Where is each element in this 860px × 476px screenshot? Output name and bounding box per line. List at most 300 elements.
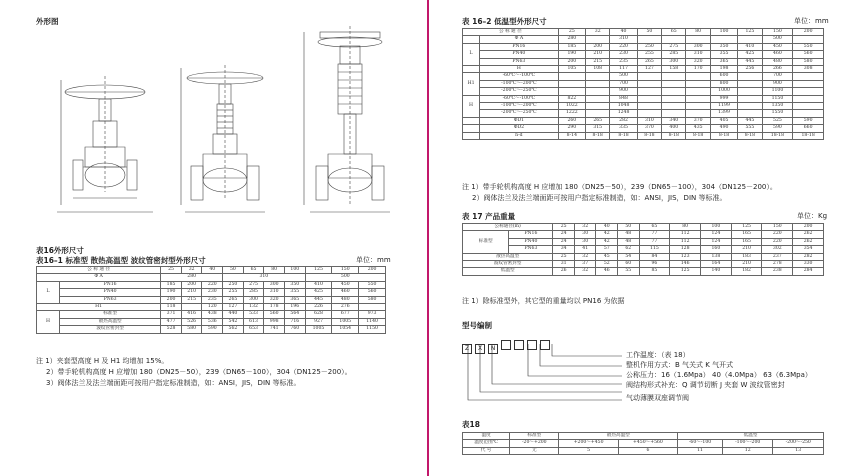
table17-cell: 24 — [553, 238, 575, 245]
table17-cell: 140 — [701, 268, 732, 275]
table17-cell: 302 — [762, 246, 793, 253]
table16-cell: 波纹管密封型 — [60, 326, 161, 333]
table16-cell: 590 — [202, 326, 223, 333]
table162-header-cell: 200 — [793, 29, 824, 36]
table162-cell: 300 — [686, 43, 710, 50]
table16-cell: 550 — [359, 281, 386, 288]
table162-cell: 310 — [610, 36, 637, 43]
table-row — [463, 268, 824, 275]
table162-cell: 1100 — [762, 88, 793, 95]
table17-cell: 124 — [701, 231, 732, 238]
table162-cell: 265 — [637, 58, 661, 65]
table16-cell: 365 — [284, 296, 305, 303]
table162-cell: 1550 — [762, 110, 793, 117]
table16-cell: 235 — [202, 296, 223, 303]
table16-cell: PN63 — [60, 296, 161, 303]
table162-header-cell: 40 — [610, 29, 637, 36]
table162-cell — [738, 95, 762, 102]
table17-group-label: 波纹管密封型 — [463, 261, 553, 268]
table162-cell: 580 — [793, 58, 824, 65]
table162-cell: H — [480, 66, 559, 73]
table17-header-cell: 25 — [553, 224, 575, 231]
table-row — [463, 88, 824, 95]
table162-header-cell: 32 — [586, 29, 610, 36]
table17-cell: 31 — [553, 261, 575, 268]
table162-cell — [586, 103, 610, 110]
table162-cell: 8-18 — [586, 132, 610, 139]
table18-header-cell: 标准型 — [510, 433, 559, 440]
table162-cell — [662, 36, 686, 43]
table17-cell: 54 — [618, 253, 640, 260]
table16-cell: 438 — [202, 311, 223, 318]
table162-cell: 315 — [586, 125, 610, 132]
table162-group-label — [463, 125, 480, 132]
valve-drawing-heat — [181, 65, 265, 212]
table162-cell: ΦD2 — [480, 125, 559, 132]
table16-cell: 355 — [284, 289, 305, 296]
table16-cell: 275 — [243, 281, 264, 288]
table162-cell — [586, 73, 610, 80]
table17-header-cell: 公称通径(m) — [463, 224, 553, 231]
table162 — [462, 28, 824, 140]
table16-cell: 215 — [181, 296, 202, 303]
table17-group-label: 标准型 — [463, 231, 509, 253]
table-row — [463, 29, 824, 36]
table162-cell: 340 — [662, 117, 686, 124]
table16-cell: 250 — [223, 281, 244, 288]
table16-cell: PN40 — [60, 289, 161, 296]
table17-cell: 41 — [574, 246, 596, 253]
table162-cell — [793, 80, 824, 87]
table162-cell: 435 — [686, 125, 710, 132]
table162-cell — [637, 103, 661, 110]
table18-cell: 代 号 — [463, 447, 510, 454]
table17-header-cell: 150 — [762, 224, 793, 231]
table-row — [37, 318, 386, 325]
table-row — [463, 433, 824, 440]
table17-header-cell: 65 — [639, 224, 670, 231]
table162-group-label: L — [463, 43, 480, 65]
table16-cell: 500 — [305, 274, 385, 281]
table162-cell: 8-18 — [662, 132, 686, 139]
table162-cell: 410 — [738, 43, 762, 50]
table162-group-label: H — [463, 95, 480, 117]
table17-cell: 46 — [596, 268, 618, 275]
table17-cell: 165 — [731, 231, 762, 238]
table162-cell — [793, 110, 824, 117]
table18-cell: +200～+450 — [559, 440, 618, 447]
table162-cell — [586, 36, 610, 43]
table-row — [463, 224, 824, 231]
table16-cell: 628 — [305, 311, 332, 318]
table16-cell: 310 — [264, 289, 285, 296]
table16-cell: 477 — [161, 318, 182, 325]
table17-cell: 30 — [574, 231, 596, 238]
table17-cell: 123 — [670, 253, 701, 260]
table162-cell: 8-18 — [738, 132, 762, 139]
table162-cell: 235 — [610, 58, 637, 65]
table162-cell: 310 — [637, 117, 661, 124]
table162-cell: 999 — [710, 95, 737, 102]
table16-cell: 226 — [305, 304, 332, 311]
table162-cell: 308 — [793, 66, 824, 73]
table162-cell: 490 — [710, 125, 737, 132]
table17-cell: 124 — [701, 238, 732, 245]
table16-cell: 1140 — [359, 318, 386, 325]
table16-cell: 230 — [202, 289, 223, 296]
table16-cell: 标准型 — [60, 311, 161, 318]
table18-header-cell: 散热高温型 — [559, 433, 678, 440]
table18-cell: 温度范围℃ — [463, 440, 510, 447]
table18-cell: +450～+560 — [618, 440, 677, 447]
table162-cell: 1000 — [710, 88, 737, 95]
table162-cell — [738, 88, 762, 95]
table17-note: 注 1）除标准型外，其它型的重量均以 PN16 为依据 — [462, 297, 625, 305]
table162-cell — [710, 36, 737, 43]
model-legend-2: 整机作用方式：B 气关式 K 气开式 — [626, 361, 734, 369]
table17-cell: 210 — [731, 261, 762, 268]
table162-group-label — [463, 36, 480, 43]
table162-cell: 127 — [637, 66, 661, 73]
model-legend-4: 阀结构形式补充：Q 调节切断 J 夹套 W 波纹管密封 — [626, 381, 785, 389]
table17-cell: 96 — [639, 261, 670, 268]
table162-cell — [662, 88, 686, 95]
model-code-box: N — [488, 344, 498, 354]
model-legend-3: 公称压力：16（1.6Mpa） 40（4.0Mpa） 63（6.3Mpa） — [626, 371, 812, 379]
table162-cell: 200 — [558, 58, 585, 65]
table162-cell: 590 — [793, 117, 824, 124]
table-row — [463, 73, 824, 80]
table16-cell: 613 — [243, 318, 264, 325]
table162-cell: -100℃～-200℃ — [480, 80, 559, 87]
table162-cell: 900 — [762, 80, 793, 87]
table17-cell: 112 — [670, 238, 701, 245]
table16-cell: 1054 — [332, 326, 359, 333]
left-note-2: 2）带手轮机构高度 H 应增加 180（DN25－50），239（DN65－100），304（DN125－200）。 — [46, 368, 352, 376]
table162-cell: 1399 — [710, 110, 737, 117]
table17-cell: 112 — [670, 231, 701, 238]
table162-cell: 335 — [610, 125, 637, 132]
table162-cell — [738, 103, 762, 110]
table17-header-cell: 80 — [670, 224, 701, 231]
table-row — [463, 58, 824, 65]
table-row — [463, 43, 824, 50]
table162-cell: -60℃～-100℃ — [480, 95, 559, 102]
table162-cell: 660 — [793, 125, 824, 132]
table17-cell: PN63 — [509, 246, 553, 253]
table16-cell: 196 — [284, 304, 305, 311]
table162-cell: -200℃～-250℃ — [480, 110, 559, 117]
table17-cell: 62 — [618, 246, 640, 253]
table162-cell: 560 — [793, 51, 824, 58]
table162-cell: 18-18 — [793, 132, 824, 139]
table162-cell: 1048 — [610, 103, 637, 110]
table162-cell — [662, 80, 686, 87]
table162-cell: 210 — [586, 51, 610, 58]
table162-cell: 822 — [558, 95, 585, 102]
table17-cell: 48 — [618, 231, 640, 238]
table18-cell: 无 — [510, 447, 559, 454]
table162-cell: 282 — [610, 117, 637, 124]
table16-section: 表16外形尺寸 — [36, 246, 84, 255]
table162-cell: -100℃～-200℃ — [480, 103, 559, 110]
table162-cell: 250 — [637, 43, 661, 50]
table162-cell: n-d — [480, 132, 559, 139]
table16-header-cell: 200 — [359, 267, 386, 274]
table16-cell: 220 — [202, 281, 223, 288]
table162-cell: 18-18 — [762, 132, 793, 139]
table162-cell — [793, 36, 824, 43]
table16-header-cell: 100 — [284, 267, 305, 274]
table17-cell: 330 — [793, 261, 824, 268]
table162-cell — [793, 73, 824, 80]
table162-cell: 190 — [558, 51, 585, 58]
table162-cell: PN63 — [480, 58, 559, 65]
table16-caption: 表16–1 标准型 散热高温型 波纹管密封型外形尺寸 — [36, 256, 206, 265]
table16-cell: 460 — [332, 289, 359, 296]
table16-cell: 265 — [223, 296, 244, 303]
table17-cell: 262 — [793, 238, 824, 245]
table162-cell: 8-18 — [637, 132, 661, 139]
table162-cell: 1222 — [558, 110, 585, 117]
table17-cell: 164 — [701, 261, 732, 268]
table16-unit: 单位：mm — [356, 256, 391, 264]
table162-cell: 1022 — [558, 103, 585, 110]
table162-cell — [558, 88, 585, 95]
table16-cell: 190 — [161, 289, 182, 296]
table162-cell — [686, 95, 710, 102]
table162-cell — [586, 80, 610, 87]
table16-cell: 416 — [181, 311, 202, 318]
table17-cell: 60 — [618, 261, 640, 268]
table16-cell: 760 — [284, 326, 305, 333]
table162-cell — [686, 73, 710, 80]
table162-cell: 290 — [558, 125, 585, 132]
table16-header-cell: 50 — [223, 267, 244, 274]
table162-cell: 450 — [762, 43, 793, 50]
table162-cell — [738, 80, 762, 87]
table16-cell: 973 — [359, 311, 386, 318]
table17-cell: 183 — [731, 253, 762, 260]
table162-cell: 405 — [710, 117, 737, 124]
drawing-title: 外形图 — [36, 17, 59, 26]
table16-cell: Φ A — [37, 274, 161, 281]
table17-header-cell: 40 — [596, 224, 618, 231]
table17-cell: 32 — [574, 268, 596, 275]
table162-cell: 700 — [610, 80, 637, 87]
table18-cell: -200～-250 — [773, 440, 824, 447]
table16-cell: 280 — [161, 274, 223, 281]
table162-cell: 800 — [710, 80, 737, 87]
table-row — [37, 267, 386, 274]
table162-cell: ΦD1 — [480, 117, 559, 124]
table16-header-cell: 65 — [243, 267, 264, 274]
table16-cell: 445 — [305, 296, 332, 303]
table17-cell: 77 — [639, 238, 670, 245]
table162-group-label — [463, 117, 480, 124]
table162-cell: 170 — [686, 66, 710, 73]
table162-cell — [686, 110, 710, 117]
table162-cell: 400 — [662, 125, 686, 132]
table162-cell: 1350 — [762, 103, 793, 110]
table17-cell: 45 — [596, 253, 618, 260]
table18-header-cell: 温度 — [463, 433, 510, 440]
table16-cell: 127 — [223, 304, 244, 311]
table162-cell — [637, 88, 661, 95]
table162-cell: 108 — [586, 66, 610, 73]
table16-header-cell: 32 — [181, 267, 202, 274]
table16-cell: H1 — [37, 304, 161, 311]
table162-cell: -60℃～-100℃ — [480, 73, 559, 80]
table17-cell: 160 — [701, 246, 732, 253]
table16-cell: 350 — [284, 281, 305, 288]
table17-cell: PN40 — [509, 238, 553, 245]
table16-cell: 564 — [284, 311, 305, 318]
table16-cell — [359, 304, 386, 311]
table-row — [463, 117, 824, 124]
table17-group-label: 低温型 — [463, 268, 553, 275]
table16-cell: 560 — [359, 289, 386, 296]
table162-cell: 255 — [637, 51, 661, 58]
table162-cell: 300 — [662, 58, 686, 65]
table18-cell: 11 — [678, 447, 723, 454]
table17-cell: 238 — [762, 268, 793, 275]
table17-cell: 278 — [762, 261, 793, 268]
table162-group-label: H1 — [463, 73, 480, 95]
table16-cell: 580 — [359, 296, 386, 303]
table162-cell — [738, 73, 762, 80]
table162-cell — [738, 110, 762, 117]
table16-cell: 716 — [284, 318, 305, 325]
table162-cell — [586, 88, 610, 95]
table162-cell: 320 — [686, 58, 710, 65]
table162-cell: 550 — [793, 43, 824, 50]
table17-cell: 220 — [762, 231, 793, 238]
model-code-box: X — [475, 344, 485, 354]
table162-cell — [558, 80, 585, 87]
valve-drawing — [35, 20, 395, 230]
table-row — [463, 80, 824, 87]
table-row — [37, 296, 386, 303]
table162-cell: 900 — [610, 88, 637, 95]
table17-cell: 282 — [793, 253, 824, 260]
table162-cell — [586, 95, 610, 102]
table162-cell: 285 — [662, 51, 686, 58]
table-row — [463, 246, 824, 253]
table17-cell: 77 — [639, 231, 670, 238]
table16-cell: 450 — [332, 281, 359, 288]
table-row — [463, 440, 824, 447]
table17-header-cell: 100 — [701, 224, 732, 231]
table-row — [37, 311, 386, 318]
table162-cell: PN16 — [480, 43, 559, 50]
table162-cell: 1248 — [610, 110, 637, 117]
table18-cell: 12 — [722, 447, 772, 454]
table16-cell: 560 — [264, 311, 285, 318]
table16-header-cell: 40 — [202, 267, 223, 274]
table16-cell: 410 — [305, 281, 332, 288]
table17-cell: 165 — [731, 238, 762, 245]
table162-cell — [662, 103, 686, 110]
table-row — [463, 125, 824, 132]
table16-cell — [181, 304, 202, 311]
table162-cell: 1199 — [710, 103, 737, 110]
table162-cell: 8-18 — [710, 132, 737, 139]
table17-cell: 42 — [596, 231, 618, 238]
table162-cell: 500 — [610, 73, 637, 80]
table162-caption: 表 16–2 低温型外形尺寸 — [462, 17, 547, 26]
table16-cell: 741 — [264, 326, 285, 333]
table162-cell: 198 — [710, 66, 737, 73]
table-row — [463, 51, 824, 58]
table162-cell — [662, 95, 686, 102]
table16-cell: 185 — [161, 281, 182, 288]
table16-header-cell: 150 — [332, 267, 359, 274]
table162-cell: 185 — [558, 43, 585, 50]
table162-cell — [686, 80, 710, 87]
table16-cell: 210 — [181, 289, 202, 296]
table17-cell: 34 — [553, 246, 575, 253]
table-row — [463, 231, 824, 238]
table16-cell: 132 — [243, 304, 264, 311]
table162-cell — [686, 36, 710, 43]
table16-cell: 526 — [181, 318, 202, 325]
table162-cell: 445 — [738, 58, 762, 65]
table17-cell: 26 — [553, 268, 575, 275]
table-row — [463, 253, 824, 260]
table162-cell: 848 — [610, 95, 637, 102]
table17-cell: 354 — [793, 246, 824, 253]
table162-cell — [793, 95, 824, 102]
table16-cell: 580 — [181, 326, 202, 333]
left-note-3: 3）阀体法兰及法兰端面距可按用户指定标准制造，如：ANSI，JIS，DIN 等标准。 — [46, 379, 301, 387]
table162-cell — [686, 88, 710, 95]
table17-cell: 84 — [639, 253, 670, 260]
table16-cell: 653 — [243, 326, 264, 333]
table18-cell: 6 — [618, 447, 677, 454]
table17-unit: 单位：Kg — [797, 212, 828, 220]
table17-cell: 237 — [762, 253, 793, 260]
model-legend-5: 气动薄膜双座调节阀 — [626, 394, 689, 402]
table17-group-label: 散热高温型 — [463, 253, 553, 260]
table-row — [463, 132, 824, 139]
table16-cell: 178 — [264, 304, 285, 311]
table16-cell: 998 — [264, 318, 285, 325]
table17-cell: 128 — [670, 246, 701, 253]
table16-cell: 255 — [223, 289, 244, 296]
table162-cell: 525 — [762, 117, 793, 124]
table162-cell: 220 — [610, 43, 637, 50]
table162-cell: 350 — [710, 43, 737, 50]
table16-cell: 533 — [243, 311, 264, 318]
table162-cell — [662, 73, 686, 80]
table162-cell: 266 — [762, 66, 793, 73]
table-row — [463, 238, 824, 245]
table162-cell: 700 — [762, 73, 793, 80]
table16-cell: 310 — [223, 274, 306, 281]
table162-header-cell: 100 — [710, 29, 737, 36]
table162-cell — [637, 110, 661, 117]
table16-cell: 300 — [243, 296, 264, 303]
table162-note-1: 注 1）带手轮机构高度 H 应增加 180（DN25－50），239（DN65－100），304（DN125－200）。 — [462, 183, 777, 191]
table17-cell: 262 — [793, 231, 824, 238]
table17-cell: 182 — [731, 268, 762, 275]
table162-cell: 158 — [662, 66, 686, 73]
table17-cell: 48 — [618, 238, 640, 245]
table162-cell — [793, 103, 824, 110]
table162-header-cell: 25 — [558, 29, 585, 36]
table162-cell: 8-18 — [610, 132, 637, 139]
